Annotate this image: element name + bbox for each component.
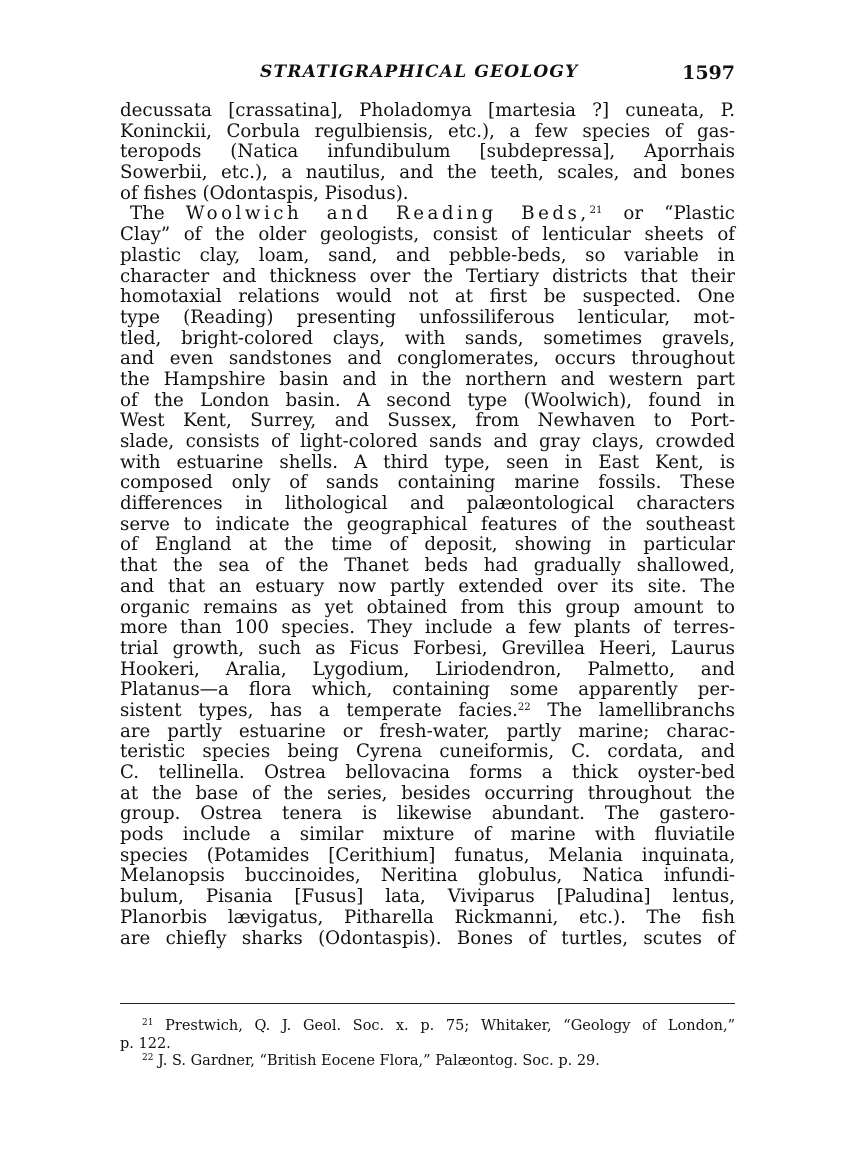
text-line: composed only of sands containing marine fossils. These (120, 472, 735, 494)
footnote-text: Prestwich, Q. J. Geol. Soc. x. p. 75; Whitaker, “Geology of London,” (153, 1018, 735, 1034)
text-fragment: The lamellibranchs (530, 699, 735, 721)
text-line: C. tellinella. Ostrea bellovacina forms a thick oyster-bed (120, 762, 735, 783)
text-line: group. Ostrea tenera is likewise abundant. The gastero- (120, 803, 735, 825)
text-line: Clay” of the older geologists, consist of lenticular sheets of (120, 224, 735, 246)
text-line: serve to indicate the geographical features of the southeast (120, 513, 735, 535)
footnote-divider (120, 1003, 735, 1004)
text-line: at the base of the series, besides occurring throughout the (120, 782, 735, 804)
text-line: the Hampshire basin and in the northern and western part (120, 368, 735, 390)
text-line: Platanus—a flora which, containing some apparently per- (120, 679, 735, 701)
text-line: character and thickness over the Tertiary districts that their (120, 265, 735, 287)
paragraph-woolwich-reading (120, 204, 735, 949)
text-line: Sowerbii, etc.), a nautilus, and the teeth, scales, and bones (120, 162, 735, 184)
text-line: more than 100 species. They include a few plants of terres- (120, 617, 735, 639)
text-line: plastic clay, loam, sand, and pebble-beds, so variable in (120, 244, 735, 266)
footnote-21-continued: p. 122. (120, 1035, 171, 1052)
text-line: Koninckii, Corbula regulbiensis, etc.), a few species of gas- (120, 120, 735, 142)
text-line: teropods (Natica infundibulum [subdepressa], Aporrhais (120, 141, 735, 163)
text-line: trial growth, such as Ficus Forbesi, Grevillea Heeri, Laurus (120, 637, 735, 659)
footnote-marker: 21 (142, 1018, 154, 1028)
text-line: and even sandstones and conglomerates, occurs throughout (120, 348, 735, 370)
text-line: bulum, Pisania [Fusus] lata, Viviparus [Paludina] lentus, (120, 886, 735, 908)
text-line: Planorbis lævigatus, Pitharella Rickmanni, etc.). The fish (120, 906, 735, 928)
text-line: West Kent, Surrey, and Sussex, from Newhaven to Port- (120, 410, 735, 432)
footnote-22 (120, 1053, 735, 1071)
text-fragment: The (130, 203, 186, 225)
text-line: Hookeri, Aralia, Lygodium, Liriodendron, Palmetto, and (120, 658, 735, 680)
text-line: with estuarine shells. A third type, seen in East Kent, is (120, 451, 735, 473)
body-text (120, 101, 735, 949)
text-fragment: or “Plastic (602, 203, 735, 225)
page-header (120, 62, 735, 86)
text-line: species (Potamides [Cerithium] funatus, Melania inquinata, (120, 844, 735, 866)
text-line: differences in lithological and palæontological characters (120, 493, 735, 515)
footnote-ref: 21 (589, 205, 603, 217)
section-term: Woolwich and Reading Beds, (185, 203, 590, 225)
paragraph-continued (120, 101, 735, 204)
text-line: that the sea of the Thanet beds had gradually shallowed, (120, 555, 735, 577)
text-line: of England at the time of deposit, showing in particular (120, 534, 735, 556)
text-line: of fishes (Odontaspis, Pisodus). (120, 182, 409, 204)
text-line: slade, consists of light-colored sands and gray clays, crowded (120, 431, 735, 452)
footnote-21 (120, 1018, 735, 1036)
footnotes (120, 1018, 735, 1071)
text-line-with-ref (120, 701, 735, 722)
text-line: type (Reading) presenting unfossiliferous lenticular, mot- (120, 306, 735, 328)
text-line: are partly estuarine or fresh-water, partly marine; charac- (120, 720, 735, 742)
text-line: and that an estuary now partly extended over its site. The (120, 575, 735, 597)
text-line: decussata [crassatina], Pholadomya [martesia ?] cuneata, P. (120, 100, 735, 121)
text-line: of the London basin. A second type (Woolwich), found in (120, 389, 735, 411)
running-title: STRATIGRAPHICAL GEOLOGY (260, 62, 579, 82)
footnote-ref: 22 (517, 701, 531, 713)
text-line: organic remains as yet obtained from this group amount to (120, 596, 735, 618)
footnote-text: J. S. Gardner, “British Eocene Flora,” Palæontog. Soc. p. 29. (153, 1053, 600, 1069)
page-number: 1597 (682, 62, 735, 84)
text-line: teristic species being Cyrena cuneiformis, C. cordata, and (120, 741, 735, 763)
text-fragment: sistent types, has a temperate facies. (120, 699, 518, 721)
footnote-marker: 22 (142, 1053, 154, 1063)
text-line: pods include a similar mixture of marine with fluviatile (120, 824, 735, 846)
text-line: tled, bright-colored clays, with sands, sometimes gravels, (120, 327, 735, 349)
text-line: Melanopsis buccinoides, Neritina globulus, Natica infundi- (120, 865, 735, 887)
text-line-first (120, 204, 735, 225)
text-line: homotaxial relations would not at first be suspected. One (120, 286, 735, 308)
text-line: are chiefly sharks (Odontaspis). Bones of turtles, scutes of (120, 927, 735, 949)
